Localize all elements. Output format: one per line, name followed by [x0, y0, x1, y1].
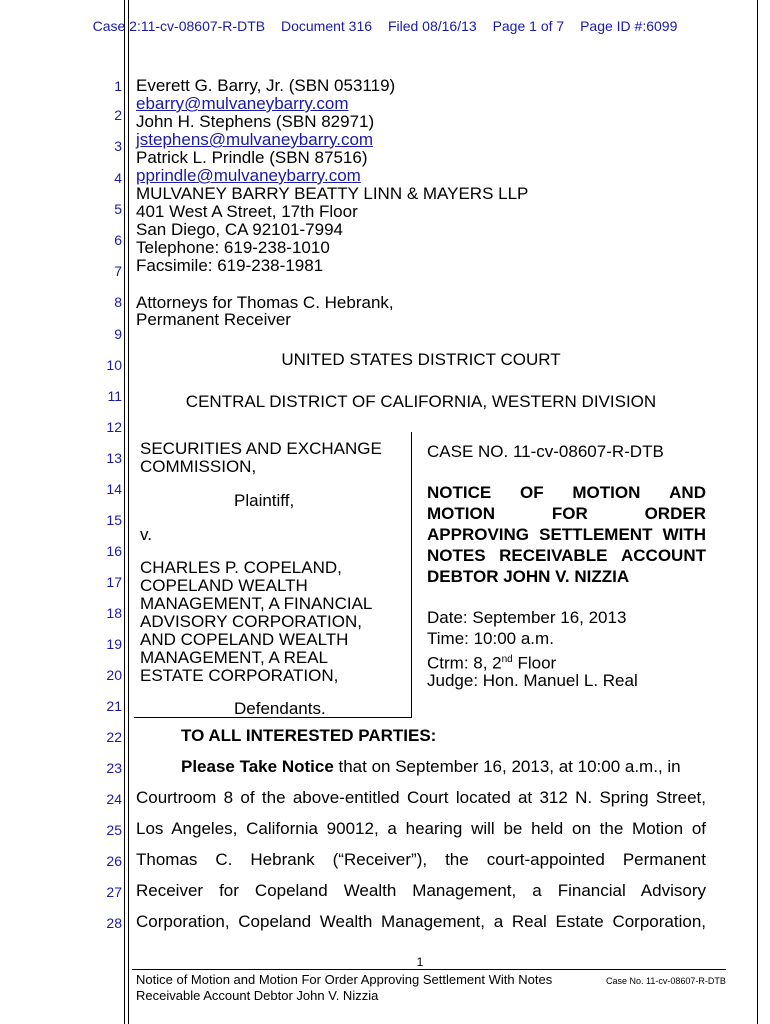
header-case: Case 2:11-cv-08607-R-DTB	[92, 18, 266, 34]
footer-case-number: Case No. 11-cv-08607-R-DTB	[606, 976, 726, 986]
line-number: 23	[106, 760, 122, 776]
line-number: 17	[106, 574, 122, 590]
body-line-4: Thomas C. Hebrank (“Receiver”), the court-appointed Permanent	[136, 850, 706, 869]
line-number: 12	[106, 419, 122, 435]
firm-facsimile: Facsimile: 619-238-1981	[136, 256, 324, 275]
body-line-3: Los Angeles, California 90012, a hearing will be held on the Motion of	[136, 819, 706, 838]
line-number: 6	[114, 232, 122, 248]
defendant-line-5: AND COPELAND WEALTH	[140, 630, 349, 649]
body-line-1: Please Take Notice that on September 16, 2013, at 10:00 a.m., in	[181, 757, 681, 776]
firm-address-1: 401 West A Street, 17th Floor	[136, 202, 358, 221]
header-page-id: Page ID #:6099	[580, 18, 678, 34]
attorneys-for-1: Attorneys for Thomas C. Hebrank,	[136, 293, 394, 312]
line-number: 4	[114, 170, 122, 186]
line-number: 1	[114, 78, 122, 94]
left-margin-rule	[124, 0, 125, 1024]
body-line-5: Receiver for Copeland Wealth Management, a Financial Advisory	[136, 881, 706, 900]
firm-telephone: Telephone: 619-238-1010	[136, 238, 330, 257]
footer-rule	[132, 969, 726, 970]
line-number: 5	[114, 201, 122, 217]
plaintiff-line-1: SECURITIES AND EXCHANGE	[140, 439, 382, 458]
defendant-line-6: MANAGEMENT, A REAL	[140, 648, 328, 667]
hearing-date: Date: September 16, 2013	[427, 608, 627, 627]
header-filed: Filed 08/16/13	[387, 18, 477, 34]
defendant-role: Defendants.	[234, 699, 326, 718]
court-district: CENTRAL DISTRICT OF CALIFORNIA, WESTERN DIVISION	[185, 392, 657, 411]
motion-title-line: NOTES RECEIVABLE ACCOUNT	[427, 546, 706, 565]
versus: v.	[140, 525, 152, 544]
line-number: 27	[106, 884, 122, 900]
motion-title-line: DEBTOR JOHN V. NIZZIA	[427, 567, 630, 586]
footer-title-2: Receivable Account Debtor John V. Nizzia	[136, 988, 379, 1003]
firm-address-2: San Diego, CA 92101-7994	[136, 220, 343, 239]
line-number: 2	[114, 107, 122, 123]
hearing-courtroom: Ctrm: 8, 2nd Floor	[427, 653, 557, 673]
motion-title-line: APPROVING SETTLEMENT WITH	[427, 525, 706, 544]
counsel-name-2: John H. Stephens (SBN 82971)	[136, 112, 375, 131]
footer-title	[136, 972, 552, 1004]
defendant-line-4: ADVISORY CORPORATION,	[140, 612, 362, 631]
line-number: 18	[106, 605, 122, 621]
line-number: 14	[106, 481, 122, 497]
body-line-6: Corporation, Copeland Wealth Management, a Real Estate Corporation,	[136, 912, 706, 931]
counsel-email-2[interactable]: jstephens@mulvaneybarry.com	[136, 130, 374, 149]
line-number: 15	[106, 512, 122, 528]
line-number: 25	[106, 822, 122, 838]
firm-name: MULVANEY BARRY BEATTY LINN & MAYERS LLP	[136, 184, 529, 203]
motion-title-line: MOTION FOR ORDER	[427, 504, 706, 523]
attorneys-for-2: Permanent Receiver	[136, 310, 291, 329]
to-all-parties: TO ALL INTERESTED PARTIES:	[181, 726, 437, 745]
defendant-line-3: MANAGEMENT, A FINANCIAL	[140, 594, 373, 613]
court-name: UNITED STATES DISTRICT COURT	[281, 350, 561, 369]
counsel-name-1: Everett G. Barry, Jr. (SBN 053119)	[136, 76, 396, 95]
footer-page-number: 1	[416, 955, 424, 969]
line-number: 13	[106, 450, 122, 466]
body-line-2: Courtroom 8 of the above-entitled Court located at 312 N. Spring Street,	[136, 788, 706, 807]
right-margin-rule	[757, 0, 758, 1024]
defendant-line-2: COPELAND WEALTH	[140, 576, 308, 595]
counsel-email-3[interactable]: pprindle@mulvaneybarry.com	[136, 166, 361, 185]
line-number: 22	[106, 729, 122, 745]
line-number: 3	[114, 138, 122, 154]
ecf-header	[0, 18, 770, 34]
line-number: 7	[114, 263, 122, 279]
line-number: 24	[106, 791, 122, 807]
line-number: 21	[106, 698, 122, 714]
hearing-time: Time: 10:00 a.m.	[427, 629, 554, 648]
line-number: 10	[106, 357, 122, 373]
footer-title-1: Notice of Motion and Motion For Order Approving Settlement With Notes	[136, 972, 553, 987]
left-margin-rule-inner	[128, 0, 129, 1024]
defendant-line-7: ESTATE CORPORATION,	[140, 666, 339, 685]
defendant-line-1: CHARLES P. COPELAND,	[140, 558, 342, 577]
counsel-name-3: Patrick L. Prindle (SBN 87516)	[136, 148, 368, 167]
line-number: 28	[106, 915, 122, 931]
line-number: 9	[114, 326, 122, 342]
line-number: 26	[106, 853, 122, 869]
header-document: Document 316	[280, 18, 373, 34]
line-number: 19	[106, 636, 122, 652]
hearing-judge: Judge: Hon. Manuel L. Real	[427, 671, 638, 690]
header-page: Page 1 of 7	[492, 18, 565, 34]
counsel-email-1[interactable]: ebarry@mulvaneybarry.com	[136, 94, 349, 113]
motion-title-line: NOTICE OF MOTION AND	[427, 483, 706, 502]
plaintiff-line-2: COMMISSION,	[140, 457, 257, 476]
line-number: 20	[106, 667, 122, 683]
line-number: 8	[114, 294, 122, 310]
plaintiff-role: Plaintiff,	[234, 491, 295, 510]
line-number: 16	[106, 543, 122, 559]
case-number: CASE NO. 11-cv-08607-R-DTB	[427, 442, 664, 461]
line-number: 11	[107, 388, 122, 404]
